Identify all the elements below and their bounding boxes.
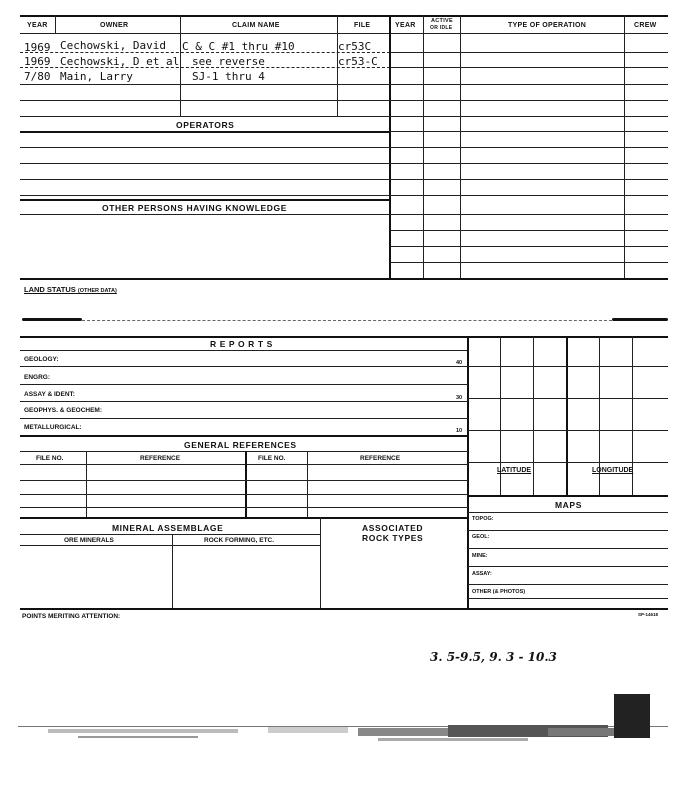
report-scale-40: 40 bbox=[456, 360, 463, 366]
maps-line-2 bbox=[468, 548, 668, 549]
grid-v-3 bbox=[566, 336, 568, 496]
refs-reference-1: REFERENCE bbox=[140, 455, 181, 462]
other-persons-rule bbox=[20, 199, 390, 201]
reports-title: R E P O R T S bbox=[210, 339, 273, 349]
report-line-4 bbox=[20, 418, 468, 419]
report-scale-10: 10 bbox=[456, 428, 463, 434]
refs-line-2 bbox=[20, 494, 468, 495]
scan-streak bbox=[82, 320, 612, 321]
reports-top-rule bbox=[20, 336, 668, 338]
operators-line-1 bbox=[20, 147, 390, 148]
maps-line-1 bbox=[468, 530, 668, 531]
row-line-4 bbox=[20, 100, 390, 101]
report-line-1 bbox=[20, 366, 468, 367]
operators-title: OPERATORS bbox=[176, 120, 235, 130]
land-status-label bbox=[24, 285, 117, 294]
grid-h-2 bbox=[468, 398, 668, 399]
operators-line-2 bbox=[20, 163, 390, 164]
claim-3-claim-name: SJ-1 thru 4 bbox=[192, 70, 265, 83]
top-table-bottom bbox=[20, 278, 668, 280]
report-line-3 bbox=[20, 401, 468, 402]
maps-line-3 bbox=[468, 566, 668, 567]
longitude-label: LONGITUDE bbox=[592, 467, 634, 474]
right-row-7 bbox=[390, 147, 668, 148]
right-row-3 bbox=[390, 84, 668, 85]
scan-noise-band bbox=[18, 694, 668, 754]
report-line-5 bbox=[20, 435, 468, 437]
reports-right-divider bbox=[467, 336, 469, 608]
scan-streak-right bbox=[612, 318, 668, 321]
header-crew: CREW bbox=[634, 22, 657, 29]
claim-1-claim-name: C & C #1 thru #10 bbox=[182, 40, 295, 53]
header-file: FILE bbox=[354, 22, 371, 29]
header-year-2: YEAR bbox=[395, 22, 416, 29]
report-geology: GEOLOGY: bbox=[24, 356, 59, 363]
refs-reference-2: REFERENCE bbox=[360, 455, 401, 462]
handwritten-depth-note: 3. 5-9.5, 9. 3 - 10.3 bbox=[430, 650, 557, 664]
claim-row-line-2 bbox=[20, 67, 390, 68]
claim-row-line-1 bbox=[20, 52, 390, 53]
right-row-8 bbox=[390, 163, 668, 164]
scan-streak-left bbox=[22, 318, 82, 321]
claim-3-year: 7/80 bbox=[24, 70, 51, 83]
claim-1-year: 1969 bbox=[24, 41, 51, 54]
header-year: YEAR bbox=[27, 22, 48, 29]
maps-mine: MINE: bbox=[472, 553, 488, 559]
right-row-2 bbox=[390, 67, 668, 68]
right-row-10 bbox=[390, 195, 668, 196]
grid-h-1 bbox=[468, 366, 668, 367]
maps-other: OTHER (& PHOTOS) bbox=[472, 589, 526, 595]
mineral-header-line bbox=[20, 545, 320, 546]
maps-line-4 bbox=[468, 584, 668, 585]
col-divider-owner bbox=[55, 15, 56, 33]
right-row-13 bbox=[390, 246, 668, 247]
report-geophys: GEOPHYS. & GEOCHEM: bbox=[24, 407, 103, 414]
claim-2-file: cr53-C bbox=[338, 55, 378, 68]
ore-minerals-label: ORE MINERALS bbox=[64, 537, 114, 544]
header-active: ACTIVE bbox=[431, 18, 453, 24]
maps-topog: TOPOG: bbox=[472, 516, 494, 522]
mineral-title-line bbox=[20, 534, 320, 535]
report-engrg: ENGRG: bbox=[24, 374, 50, 381]
header-type-of-operation: TYPE OF OPERATION bbox=[508, 22, 587, 29]
grid-h-4 bbox=[468, 462, 668, 463]
associated-rock-types-2: ROCK TYPES bbox=[362, 533, 424, 543]
right-row-12 bbox=[390, 230, 668, 231]
header-claim-name: CLAIM NAME bbox=[232, 22, 280, 29]
refs-file-no-2: FILE NO. bbox=[258, 455, 286, 462]
mineral-assemblage-title: MINERAL ASSEMBLAGE bbox=[112, 523, 224, 533]
claim-2-year: 1969 bbox=[24, 55, 51, 68]
claim-1-file: cr53C bbox=[338, 40, 372, 53]
refs-header-line bbox=[20, 464, 468, 465]
right-row-14 bbox=[390, 262, 668, 263]
land-status-title: LAND STATUS bbox=[24, 285, 76, 294]
claim-2-owner: Cechowski, D et al bbox=[60, 55, 180, 68]
claim-3-owner: Main, Larry bbox=[60, 70, 133, 83]
claim-1-owner: Cechowski, David bbox=[60, 39, 166, 52]
header-underline bbox=[20, 33, 668, 34]
associated-rock-types-1: ASSOCIATED bbox=[362, 523, 424, 533]
grid-bottom bbox=[468, 495, 668, 497]
maps-line-5 bbox=[468, 598, 668, 599]
land-status-note: (OTHER DATA) bbox=[77, 288, 117, 294]
report-metallurgical: METALLURGICAL: bbox=[24, 424, 82, 431]
general-references-title: GENERAL REFERENCES bbox=[184, 440, 297, 450]
points-meriting-label: POINTS MERITING ATTENTION: bbox=[22, 613, 121, 620]
other-persons-underline bbox=[20, 214, 390, 215]
operators-line-4 bbox=[20, 195, 390, 196]
right-row-9 bbox=[390, 179, 668, 180]
right-row-6 bbox=[390, 131, 668, 132]
latitude-label: LATITUDE bbox=[497, 467, 532, 474]
right-row-4 bbox=[390, 100, 668, 101]
refs-file-no-1: FILE NO. bbox=[36, 455, 64, 462]
refs-bottom bbox=[20, 517, 468, 519]
associated-divider bbox=[320, 517, 321, 608]
top-rule bbox=[20, 15, 668, 17]
report-assay: ASSAY & IDENT: bbox=[24, 391, 75, 398]
operators-rule bbox=[20, 131, 390, 133]
claim-2-claim-name: see reverse bbox=[192, 55, 265, 68]
grid-h-3 bbox=[468, 430, 668, 431]
reports-header-line bbox=[20, 350, 468, 351]
refs-line-1 bbox=[20, 480, 468, 481]
maps-title: MAPS bbox=[555, 500, 582, 510]
report-scale-30: 30 bbox=[456, 395, 463, 401]
rock-forming-label: ROCK FORMING, ETC. bbox=[204, 537, 275, 544]
row-line-3 bbox=[20, 84, 390, 85]
right-row-1 bbox=[390, 52, 668, 53]
maps-assay: ASSAY: bbox=[472, 571, 492, 577]
header-owner: OWNER bbox=[100, 22, 129, 29]
other-persons-title: OTHER PERSONS HAVING KNOWLEDGE bbox=[102, 203, 288, 213]
refs-title-line bbox=[20, 451, 468, 452]
mineral-divider bbox=[172, 534, 173, 608]
maps-title-line bbox=[468, 512, 668, 513]
operators-line-3 bbox=[20, 179, 390, 180]
right-row-5 bbox=[390, 116, 668, 117]
row-line-5 bbox=[20, 116, 390, 117]
maps-geol: GEOL: bbox=[472, 534, 490, 540]
form-bottom-rule bbox=[20, 608, 668, 610]
report-line-2 bbox=[20, 384, 468, 385]
header-active-idle: OR IDLE bbox=[430, 25, 453, 31]
right-row-11 bbox=[390, 214, 668, 215]
form-id: SP-14618 bbox=[638, 612, 659, 617]
grid-v-2 bbox=[533, 336, 534, 496]
refs-line-3 bbox=[20, 507, 468, 508]
